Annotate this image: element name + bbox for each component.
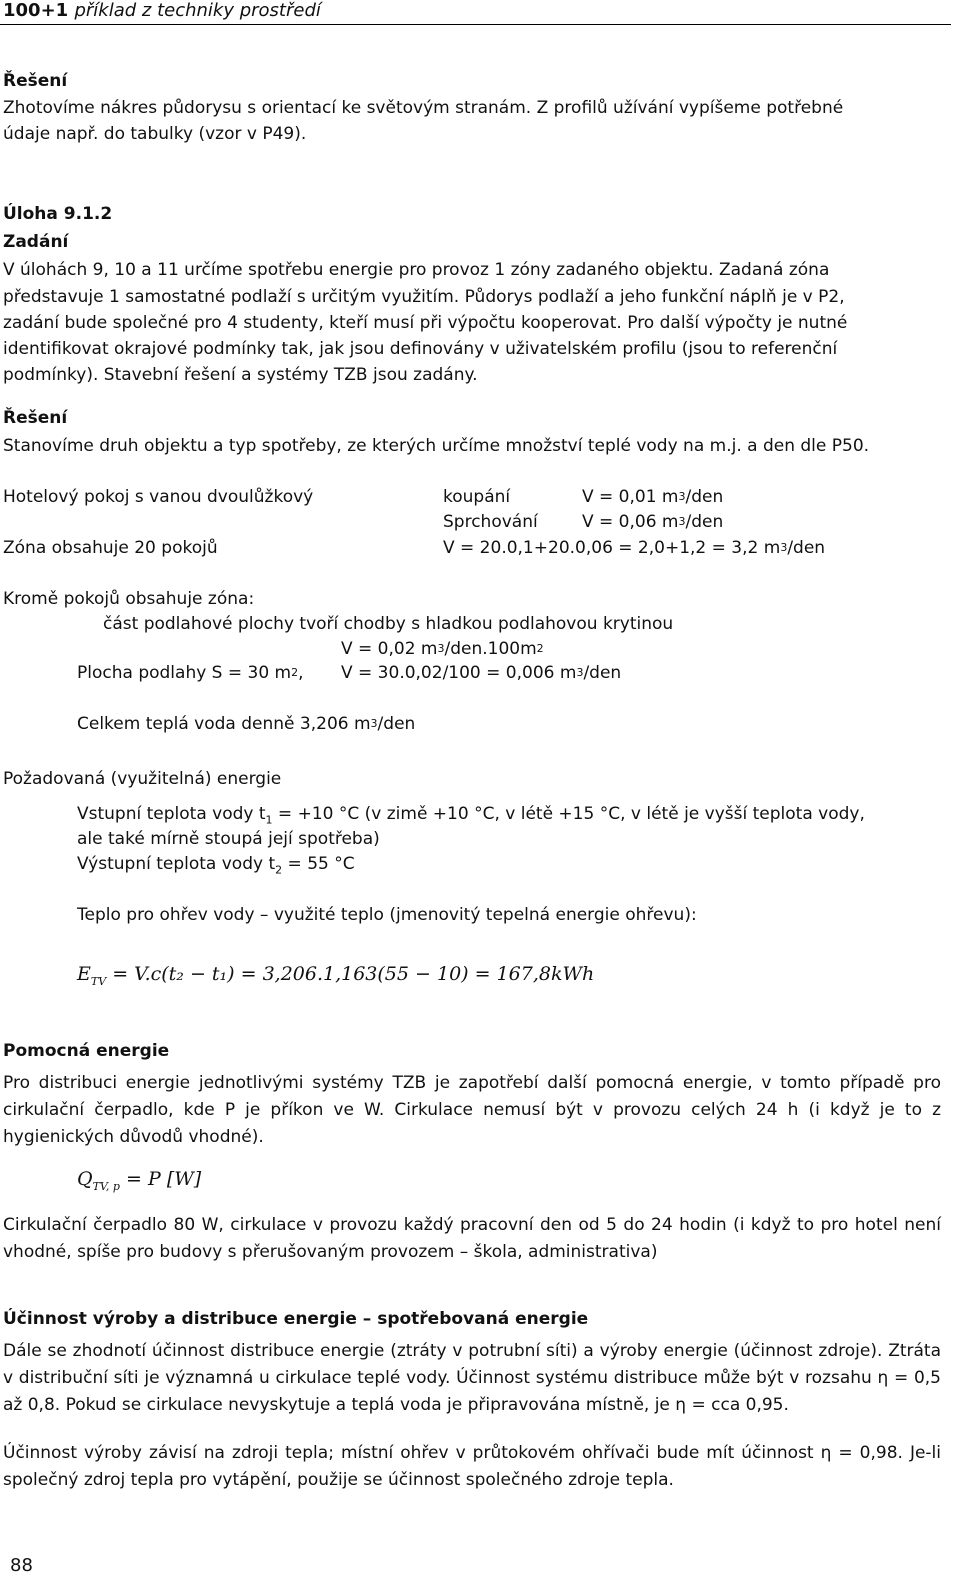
task-title: Úloha 9.1.2 <box>3 204 113 224</box>
table-row3-value: V = 20.0,1+20.0,06 = 2,0+1,2 = 3,2 $m^3$/den <box>443 538 826 558</box>
zone-intro: Kromě pokojů obsahuje zóna: <box>3 589 255 609</box>
intro-heading: Řešení <box>3 71 68 91</box>
energy-input-temp: Vstupní teplota vody $t_1 = +10$ °C (v zimě +10 °C, v létě +15 °C, v létě je vyšší teplota vody, <box>77 804 865 827</box>
eff-paragraph-1: Dále se zhodnotí účinnost distribuce energie (ztráty v potrubní síti) a výroby energie (účinnost zdroje). Ztráta v distribuční síti je významná u cirkulace teplé vody. Účinnost systému distribuce může být v rozsahu η = 0,5 až 0,8. Pokud se cirkulace nevyskytuje a teplá voda je připravována místně, je η = cca 0,95. <box>3 1341 941 1415</box>
zone-v2: V = 30.0,02/100 = 0,006 $m^3$/den <box>341 663 622 683</box>
solution-text: Stanovíme druh objektu a typ spotřeby, ze kterých určíme množství teplé vody na m.j. a den dle P50. <box>3 436 870 456</box>
header-number: 100+1 <box>3 0 69 21</box>
intro-line-1: Zhotovíme nákres půdorysu s orientací ke světovým stranám. Z profilů užívání vypíšeme potřebné <box>3 98 844 118</box>
running-header <box>0 0 951 25</box>
zone-v1: V = 0,02 $m^3/den.100m^2$ <box>341 639 544 659</box>
energy-input-temp-cont: ale také mírně stoupá její spotřeba) <box>77 829 380 849</box>
task-line-1: V úlohách 9, 10 a 11 určíme spotřebu energie pro provoz 1 zóny zadaného objektu. Zadaná zóna <box>3 260 830 280</box>
intro-line-2: údaje např. do tabulky (vzor v P49). <box>3 124 307 144</box>
aux-paragraph: Pro distribuci energie jednotlivými systémy TZB je zapotřebí další pomocná energie, v tomto případě pro cirkulační čerpadlo, kde P je příkon ve W. Cirkulace nemusí být v provozu celých 24 h (i když je to z hygienických důvodů vhodné). <box>3 1073 941 1147</box>
eff-paragraph-2: Účinnost výroby závisí na zdroji tepla; místní ohřev v průtokovém ohřívači bude mít účinnost η = 0,98. Je-li společný zdroj tepla pro vytápění, použije se účinnost společného zdroje tepla. <box>3 1443 941 1490</box>
task-line-4: identifikovat okrajové podmínky tak, jak jsou definovány v uživatelském profilu (jsou to referenční <box>3 339 838 359</box>
table-row3-label: Zóna obsahuje 20 pokojů <box>3 538 218 558</box>
energy-heat-label: Teplo pro ohřev vody – využité teplo (jmenovitý tepelná energie ohřevu): <box>77 905 697 925</box>
task-line-3: zadání bude společné pro 4 studenty, kteří musí při výpočtu kooperovat. Pro další výpočty je nutné <box>3 313 848 333</box>
task-line-2: představuje 1 samostatné podlaží s určitým využitím. Půdorys podlaží a jeho funkční náplň je v P2, <box>3 287 845 307</box>
header-title: příklad z techniky prostředí <box>74 0 321 21</box>
zone-item: část podlahové plochy tvoří chodby s hladkou podlahovou krytinou <box>103 614 674 634</box>
zone-total: Celkem teplá voda denně 3,206 $m^3$/den <box>77 714 416 734</box>
aux-heading: Pomocná energie <box>3 1041 170 1061</box>
table-row1-mid: koupání <box>443 487 511 507</box>
task-subtitle: Zadání <box>3 232 69 252</box>
energy-output-temp: Výstupní teplota vody $t_2 = 55$ °C <box>77 854 355 877</box>
table-row1-value: V = 0,01 $m^3$/den <box>582 487 724 507</box>
table-row2-value: V = 0,06 $m^3$/den <box>582 512 724 532</box>
energy-formula: $E_{TV} = V.c(t_2 - t_1) = 3,206.1,163(55 - 10) = 167,8kWh$ <box>77 963 595 988</box>
zone-plocha: Plocha podlahy S = 30 $m^2$, <box>77 663 304 683</box>
table-row1-label: Hotelový pokoj s vanou dvoulůžkový <box>3 487 314 507</box>
energy-title: Požadovaná (využitelná) energie <box>3 769 282 789</box>
page-number: 88 <box>10 1555 33 1576</box>
table-row2-mid: Sprchování <box>443 512 538 532</box>
eff-heading: Účinnost výroby a distribuce energie – spotřebovaná energie <box>3 1309 589 1329</box>
task-line-5: podmínky). Stavební řešení a systémy TZB jsou zadány. <box>3 365 478 385</box>
solution-heading: Řešení <box>3 408 68 428</box>
aux-formula: $Q_{TV, p} = P$ [W] <box>77 1168 202 1193</box>
aux-paragraph-2: Cirkulační čerpadlo 80 W, cirkulace v provozu každý pracovní den od 5 do 24 hodin (i když to pro hotel není vhodné, spíše pro budovy s přerušovaným provozem – škola, administrativa) <box>3 1215 941 1262</box>
